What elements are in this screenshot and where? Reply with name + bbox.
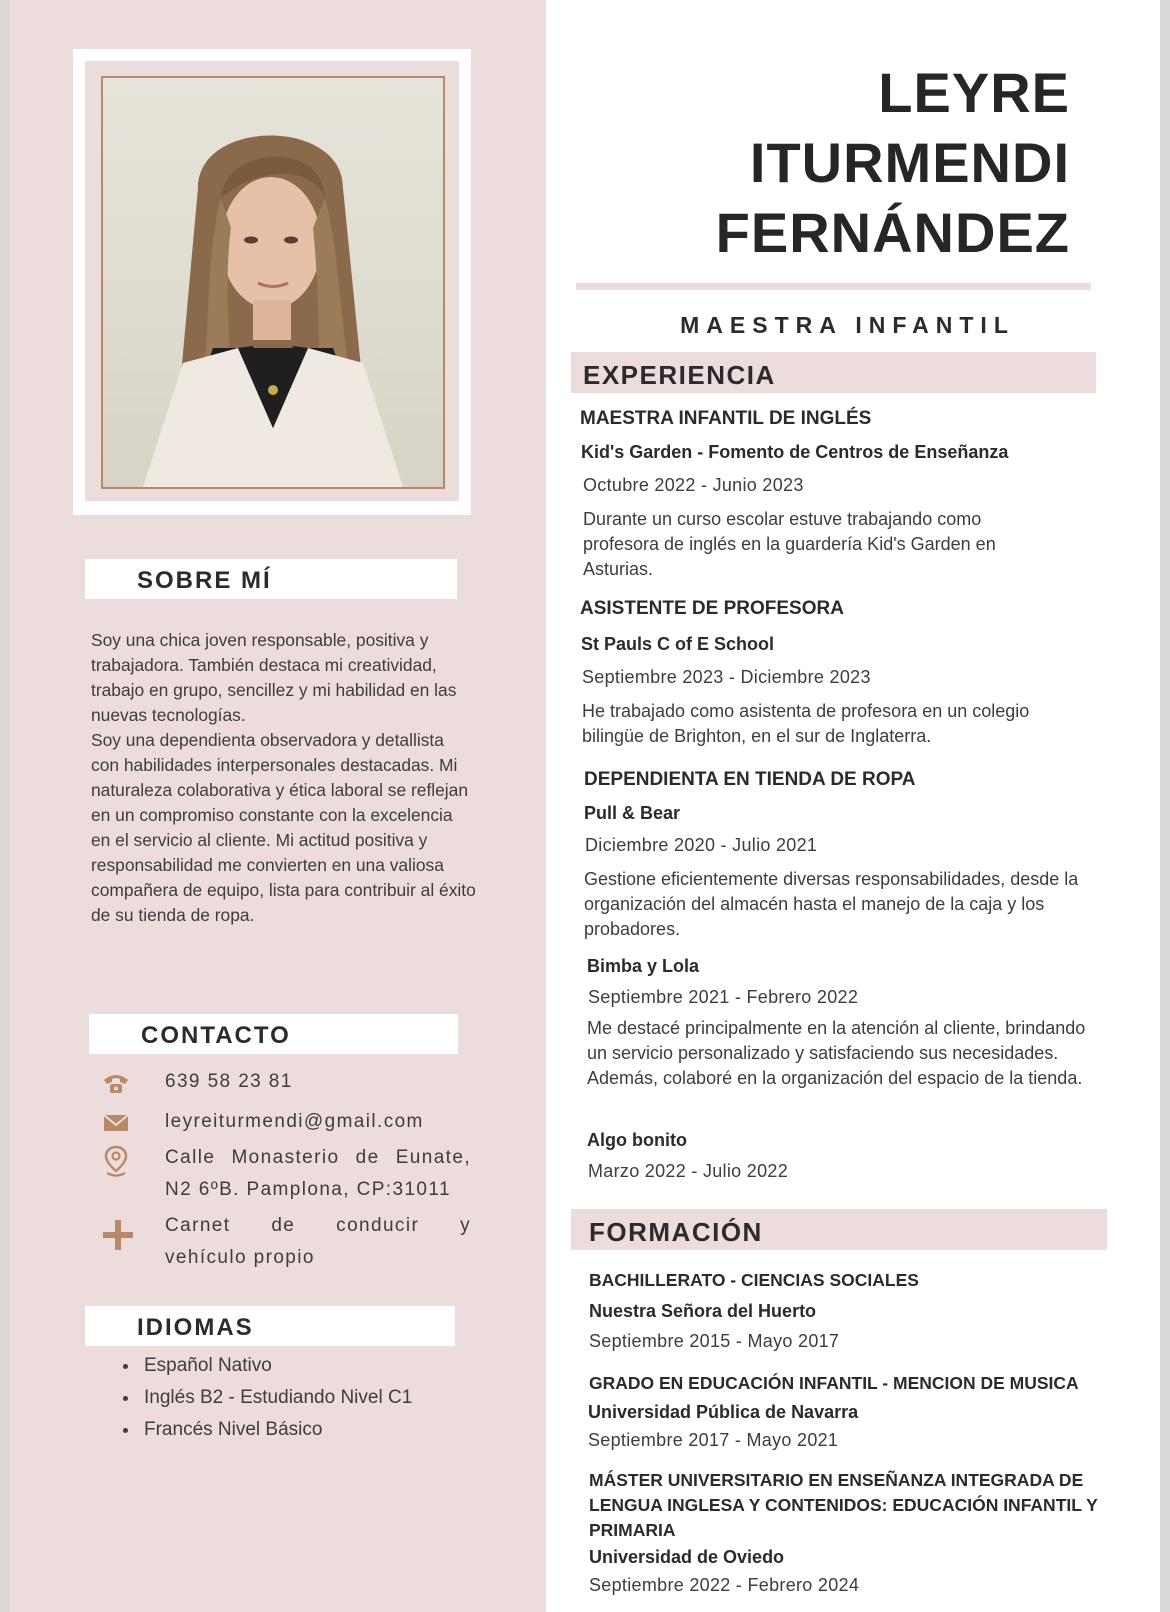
language-item: • Inglés B2 - Estudiando Nivel C1 [140,1382,412,1414]
about-text: Soy una chica joven responsable, positiva y trabajadora. También destaca mi creatividad, trabajo en grupo, sencillez y mi habilidad en las nuevas tecnologías. Soy una dependienta observadora y detallista con habilidades interpersonales destacadas. Mi naturaleza colaborativa y ética laboral se reflejan en un compromiso constante con la excelencia en el servicio al cliente. Mi actitud positiva y responsabilidad me convierten en una valiosa compañera de equipo, lista para contribuir al éxito de su tienda de ropa. [91,630,476,925]
contact-section-header [89,1014,458,1054]
experience-section-header [571,352,1096,393]
degree-title: MÁSTER UNIVERSITARIO EN ENSEÑANZA INTEGRADA DE LENGUA INGLESA Y CONTENIDOS: EDUCACIÓN INFANTIL Y PRIMARIA [589,1470,1098,1540]
mail-icon [101,1108,131,1138]
job-dates: Septiembre 2023 - Diciembre 2023 [582,667,871,687]
resume-page [10,0,1160,1612]
degree-title: GRADO EN EDUCACIÓN INFANTIL - MENCION DE MUSICA [589,1373,1079,1393]
job-title: ASISTENTE DE PROFESORA [580,598,844,619]
education-section-header [571,1209,1107,1250]
store-name: Algo bonito [587,1130,687,1150]
store-description: Me destacé principalmente en la atención al cliente, brindando un servicio personalizado y satisfaciendo sus necesidades. Además, colaboré en la organización del espacio de la tienda. [587,1018,1086,1088]
job-description: Durante un curso escolar estuve trabajando como profesora de inglés en la guardería Kid's Garden en Asturias. [583,509,996,579]
job-role: MAESTRA INFANTIL [680,312,1015,338]
phone-icon [101,1068,131,1098]
profile-photo [101,76,445,489]
store-dates: Marzo 2022 - Julio 2022 [588,1161,789,1181]
job-dates: Octubre 2022 - Junio 2023 [583,475,804,495]
store-description: Gestione eficientemente diversas responsabilidades, desde la organización del almacén hasta el manejo de la caja y los probadores. [584,869,1079,939]
job-org: St Pauls C of E School [581,634,775,654]
experience-title: EXPERIENCIA [583,360,776,390]
education-dates: Septiembre 2022 - Febrero 2024 [589,1575,860,1595]
job-title: DEPENDIENTA EN TIENDA DE ROPA [584,769,916,790]
job-description: He trabajado como asistenta de profesora en un colegio bilingüe de Brighton, en el sur de Inglaterra. [582,701,1030,746]
full-name: LEYRE ITURMENDI FERNÁNDEZ [715,61,1070,264]
store-name: Bimba y Lola [587,956,700,976]
about-title: SOBRE MÍ [137,567,272,594]
school-name: Universidad Pública de Navarra [588,1402,859,1422]
degree-title: BACHILLERATO - CIENCIAS SOCIALES [589,1270,919,1290]
education-dates: Septiembre 2015 - Mayo 2017 [589,1331,840,1351]
about-section-header [85,559,457,599]
plus-icon [101,1218,131,1248]
store-name: Pull & Bear [584,803,681,823]
language-item: • Francés Nivel Básico [140,1414,412,1446]
languages-section-header [85,1306,455,1346]
store-dates: Diciembre 2020 - Julio 2021 [585,835,818,855]
job-org: Kid's Garden - Fomento de Centros de Enseñanza [581,442,1009,462]
language-item: • Español Nativo [140,1350,412,1382]
languages-title: IDIOMAS [137,1314,254,1341]
education-title: FORMACIÓN [589,1217,763,1247]
store-dates: Septiembre 2021 - Febrero 2022 [588,987,859,1007]
education-dates: Septiembre 2017 - Mayo 2021 [588,1430,839,1450]
left-column: SOBRE MÍ Soy una chica joven responsable, positiva y trabajadora. También destaca mi creatividad, trabajo en grupo, sencillez y mi habilidad en las nuevas tecnologías. Soy una dependienta observadora y detallista con habilidades interpersonales destacadas. Mi naturaleza colaborativa y ética laboral se reflejan en un compromiso constante con la excelencia en el servicio al cliente. Mi actitud positiva y responsabilidad me convierten en una valiosa compañera de equipo, lista para contribuir al éxito de su tienda de ropa. CONTACTO 639 58 23 81 leyreiturmendi@gmail.com Calle Monasterio de Eunate, N2 6ºB. Pamplona, CP:31011 Carnet de conducir y vehículo propio IDIOMAS • Español Nativo • Inglés B2 - Estudiando Nivel C1 • Francés Nivel Básico [10,0,546,1612]
name-divider [576,283,1091,290]
photo-frame [73,49,471,515]
contact-title: CONTACTO [141,1022,291,1049]
location-icon [101,1144,131,1174]
languages-list [100,1350,412,1446]
job-title: MAESTRA INFANTIL DE INGLÉS [580,408,872,429]
school-name: Nuestra Señora del Huerto [589,1301,817,1321]
school-name: Universidad de Oviedo [589,1547,785,1567]
